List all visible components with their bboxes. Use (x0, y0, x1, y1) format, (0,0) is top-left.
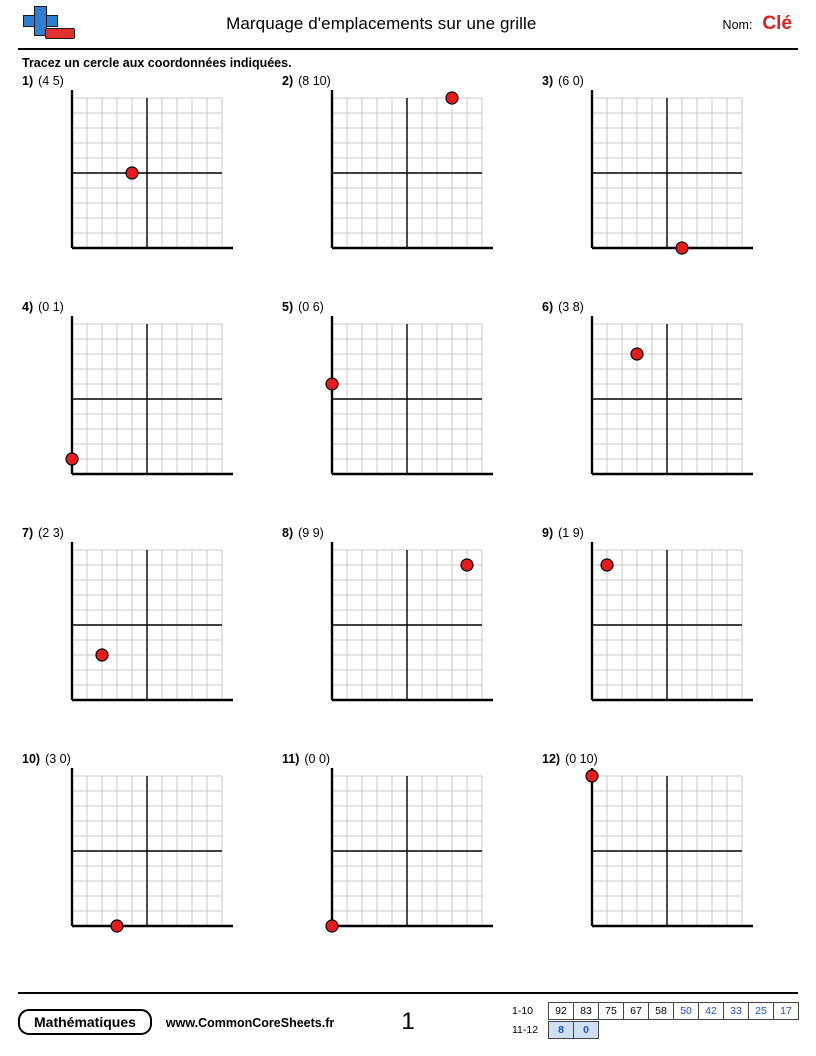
answer-key-cell: 33 (723, 1002, 749, 1020)
answer-key-cell: 25 (748, 1002, 774, 1020)
problem-label (282, 300, 538, 314)
problem-coordinate: (9 9) (298, 526, 324, 540)
problem-6 (538, 300, 798, 522)
problem-label (542, 526, 798, 540)
problem-10 (18, 752, 278, 974)
answer-key-cell: 58 (648, 1002, 674, 1020)
problem-3 (538, 74, 798, 296)
answer-key-cell: 50 (673, 1002, 699, 1020)
problem-11 (278, 752, 538, 974)
answer-key-cell: 75 (598, 1002, 624, 1020)
answer-key (512, 1002, 798, 1040)
problem-number: 1) (22, 74, 34, 88)
subject-badge: Mathématiques (18, 1009, 152, 1035)
page-footer (18, 992, 798, 1046)
answer-key-cell: 67 (623, 1002, 649, 1020)
page-title: Marquage d'emplacements sur une grille (226, 14, 537, 33)
problem-label (22, 74, 278, 88)
answer-key-cell: 42 (698, 1002, 724, 1020)
coordinate-grid[interactable] (48, 90, 233, 272)
answer-key-row (512, 1021, 798, 1039)
problem-label (542, 300, 798, 314)
problem-1 (18, 74, 278, 296)
problem-coordinate: (4 5) (38, 74, 64, 88)
problem-coordinate: (0 1) (38, 300, 64, 314)
problem-8 (278, 526, 538, 748)
problem-2 (278, 74, 538, 296)
name-label: Nom: (722, 18, 753, 32)
problem-label (282, 74, 538, 88)
problem-coordinate: (6 0) (558, 74, 584, 88)
problem-label (22, 300, 278, 314)
problem-label (22, 752, 278, 766)
coordinate-grid[interactable] (568, 90, 753, 272)
problem-number: 5) (282, 300, 294, 314)
problem-label (542, 74, 798, 88)
problem-number: 4) (22, 300, 34, 314)
problem-label (542, 752, 798, 766)
problem-4 (18, 300, 278, 522)
answer-key-cell: 8 (548, 1021, 574, 1039)
coordinate-grid[interactable] (308, 90, 493, 272)
problem-coordinate: (2 3) (38, 526, 64, 540)
problem-number: 9) (542, 526, 554, 540)
commoncoresheets-logo-icon (18, 2, 80, 46)
coordinate-grid[interactable] (48, 768, 233, 950)
answer-key-range-label: 1-10 (512, 1005, 534, 1017)
name-area (723, 13, 798, 35)
answer-key-cell: 83 (573, 1002, 599, 1020)
answer-key-cell: 17 (773, 1002, 799, 1020)
coordinate-grid[interactable] (568, 768, 753, 950)
problem-coordinate: (3 8) (558, 300, 584, 314)
problem-coordinate: (8 10) (298, 74, 331, 88)
coordinate-grid[interactable] (308, 316, 493, 498)
answer-key-range-label: 11-12 (512, 1024, 539, 1036)
problem-label (22, 526, 278, 540)
page-number: 1 (401, 1008, 415, 1035)
coordinate-grid[interactable] (568, 542, 753, 724)
problem-7 (18, 526, 278, 748)
page-header (18, 0, 798, 50)
problem-number: 8) (282, 526, 294, 540)
instructions: Tracez un cercle aux coordonnées indiquées. (22, 56, 292, 70)
name-value: Clé (762, 13, 792, 34)
problem-coordinate: (0 10) (565, 752, 598, 766)
problem-coordinate: (1 9) (558, 526, 584, 540)
problem-coordinate: (3 0) (45, 752, 71, 766)
problem-number: 11) (282, 752, 300, 766)
problem-number: 7) (22, 526, 34, 540)
answer-key-row (512, 1002, 798, 1020)
problem-number: 6) (542, 300, 554, 314)
answer-key-cell: 0 (573, 1021, 599, 1039)
coordinate-grid[interactable] (48, 542, 233, 724)
problem-number: 2) (282, 74, 294, 88)
problem-coordinate: (0 6) (298, 300, 324, 314)
problem-coordinate: (0 0) (304, 752, 331, 766)
problem-5 (278, 300, 538, 522)
problem-12 (538, 752, 798, 974)
coordinate-grid[interactable] (568, 316, 753, 498)
problem-number: 3) (542, 74, 554, 88)
problem-number: 10) (22, 752, 41, 766)
coordinate-grid[interactable] (48, 316, 233, 498)
problem-label (282, 752, 538, 766)
coordinate-grid[interactable] (308, 768, 493, 950)
problem-9 (538, 526, 798, 748)
answer-key-cell: 92 (548, 1002, 574, 1020)
problem-number: 12) (542, 752, 561, 766)
coordinate-grid[interactable] (308, 542, 493, 724)
problem-grid (18, 74, 798, 974)
site-url: www.CommonCoreSheets.fr (165, 1016, 335, 1030)
problem-label (282, 526, 538, 540)
